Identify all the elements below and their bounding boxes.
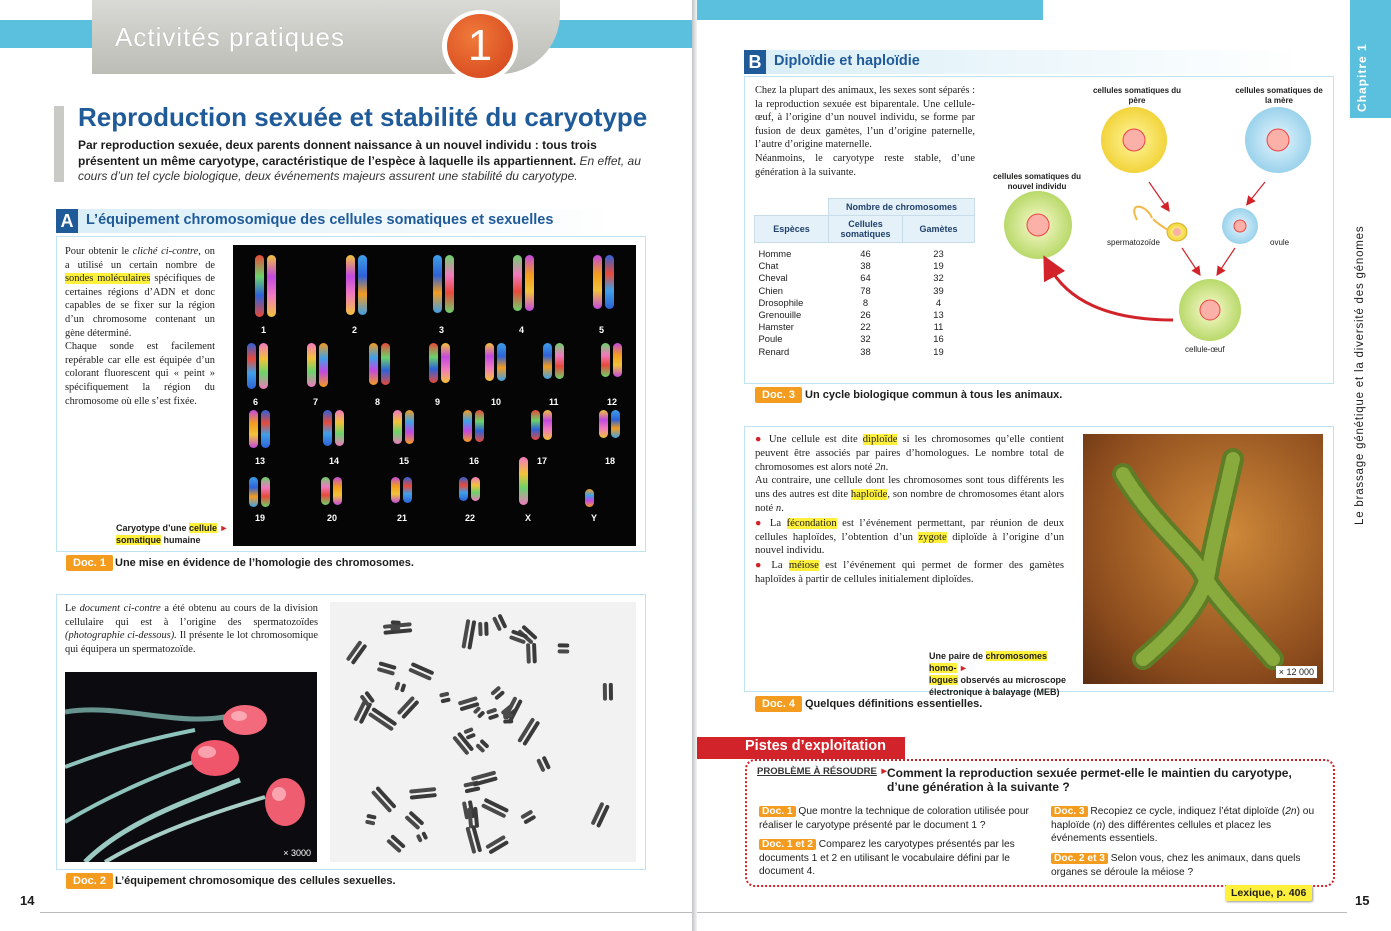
doc2-label: Doc. 2 (66, 873, 113, 889)
chromosome-label: 7 (313, 397, 319, 407)
label-mother: cellules somatiques de la mère (1235, 86, 1323, 105)
chromosome-label: 10 (491, 397, 502, 407)
chromosome (613, 343, 622, 377)
chromosome-label: 4 (519, 325, 525, 335)
right-page (697, 0, 1391, 931)
label-ovum: ovule (1270, 238, 1290, 247)
metaphase-chromosome (416, 831, 429, 843)
metaphase-chromosome (465, 825, 482, 854)
chromosome (319, 343, 328, 387)
chromosome (497, 343, 506, 381)
doc1-photo-caption: Caryotype d’une cellule ► somatique humaine (116, 523, 229, 545)
metaphase-chromosome (475, 739, 490, 754)
table-cell: 38 (860, 260, 871, 272)
table-cell: 19 (933, 345, 944, 357)
chromosome (249, 410, 258, 448)
chapter-side-title: Le brassage génétique et la diversité des génomes (1354, 225, 1366, 525)
table-cell: 4 (935, 296, 942, 308)
table-cell: 19 (933, 260, 944, 272)
table-row (755, 321, 975, 333)
col-species: Espèces (755, 216, 829, 243)
chromosome (267, 255, 276, 317)
page-number-right: 15 (1355, 893, 1370, 908)
chromosome-label: 13 (255, 456, 266, 466)
chromosome (249, 477, 258, 507)
table-cell: 22 (860, 321, 871, 333)
section-a-title: L’équipement chromosomique des cellules somatiques et sexuelles (86, 212, 554, 228)
chromosome-label: 21 (397, 513, 408, 523)
chromosome (335, 410, 344, 446)
metaphase-chromosome (461, 619, 476, 650)
table-row (755, 297, 975, 309)
chromosome (261, 410, 270, 448)
metaphase-chromosome (463, 727, 476, 740)
karyotype-image (233, 245, 636, 546)
chromosome-label: 20 (327, 513, 338, 523)
doc1-text: Pour obtenir le cliché ci-contre, on a utilisé un certain nombre de sondes moléculaires spécifiques de certaines régions d’ADN et donc capables de se fixer sur la région d’un chromosome contenant un gène déterminé. Chaque sonde est facilement repérable car elle est équipée d’un colorant fluorescent qui « peint » spécifiquement la région du chromosome où elle s’est fixée. (65, 246, 216, 407)
metaphase-chromosome (386, 834, 406, 853)
table-cell: Hamster (758, 321, 794, 333)
title-bar (54, 106, 64, 182)
table-cell: Drosophile (758, 296, 804, 308)
problem-text: Comment la reproduction sexuée permet-elle le maintien du caryotype, d’une génération à la suivante ? (887, 766, 1292, 794)
metaphase-chromosome (404, 810, 424, 830)
metaphase-chromosome (492, 614, 508, 632)
intro-text: Par reproduction sexuée, deux parents donnent naissance à un nouvel individu : tous trois présentent un même caryotype, caractéristique de l’espèce à laquelle ils appartiennent. En effet, au cours d’un tel cycle biologique, deux événements majeurs assurent une stabilité du caryotype. (78, 138, 641, 183)
table-cell: 38 (860, 345, 871, 357)
metaphase-chromosome (353, 699, 372, 724)
spermatozoa-photo (65, 672, 317, 862)
chromosome (247, 343, 256, 389)
chromosome (525, 255, 534, 311)
chromosome (346, 255, 355, 315)
chromosome (445, 255, 454, 313)
chromosome-label: 16 (469, 456, 480, 466)
label-egg: cellule-œuf (1185, 345, 1225, 354)
chromosome-label: Y (591, 513, 598, 523)
chromosome (255, 255, 264, 317)
doc3-title: Un cycle biologique commun à tous les animaux. (805, 389, 1063, 401)
chromosome (543, 343, 552, 379)
metaphase-chromosome (346, 640, 368, 665)
table-row (755, 346, 975, 358)
chromosome-label: 6 (253, 397, 259, 407)
doc2-text: Le document ci-contre a été obtenu au cours de la division cellulaire qui est à l’origine des spermatozoïdes (photographie ci-dessous). Il présente le lot chromosomique qui équipera un spermatozoïde. (65, 603, 318, 655)
metaphase-chromosome (526, 643, 537, 664)
chromosome (393, 410, 402, 444)
table-cell: 8 (862, 296, 869, 308)
chromosome-label: 12 (607, 397, 618, 407)
metaphase-chromosome (478, 622, 489, 637)
left-page (0, 0, 692, 931)
table-cell: Poule (758, 333, 783, 345)
table-row (755, 260, 975, 272)
pistes-title: Pistes d’exploitation (697, 737, 905, 759)
chromosome (333, 477, 342, 505)
chromosome (611, 410, 620, 438)
doc4-photo-caption: Une paire de chromosomes homo- ► logues observés au microscope électronique à balayage (MEB) (929, 651, 1067, 697)
table-row (755, 272, 975, 284)
metaphase-chromosome (473, 706, 486, 719)
question-4: Doc. 2 et 3 Selon vous, chez les animaux, dans quels organes se déroule la méiose ? (1051, 853, 1301, 878)
question-1: Doc. 1 Que montre la technique de coloration utilisée pour réaliser le caryotype présenté par le document 1 ? (759, 806, 1029, 831)
metaphase-chromosome (536, 756, 551, 773)
doc3-text: Chez la plupart des animaux, les sexes sont séparés : la reproduction sexuée est biparentale. Une cellule-œuf, à l’origine d’un nouvel individu, se forme par fusion de deux gamètes, l’un d’origine paternelle, l’autre d’origine maternelle. Néanmoins, le caryotype reste stable, d’une génération à la suivante. (755, 85, 975, 178)
chromosome (531, 410, 540, 440)
table-cell: 11 (933, 321, 944, 333)
metaphase-chromosome (509, 629, 528, 644)
chromosome (593, 255, 602, 309)
chromosome-label: 3 (439, 325, 445, 335)
metaphase-spread-photo (330, 602, 636, 862)
metaphase-chromosome (377, 661, 397, 676)
section-a-letter: A (56, 209, 78, 233)
metaphase-chromosome (490, 685, 505, 700)
chromosome (429, 343, 438, 383)
table-cell: 39 (933, 284, 944, 296)
metaphase-chromosome (485, 835, 509, 855)
table-row (755, 285, 975, 297)
chromosome (459, 477, 468, 501)
table-row (755, 243, 975, 261)
col-gametes: Gamètes (903, 216, 975, 243)
chromosome-label: 1 (261, 325, 267, 335)
cycle-diagram (987, 80, 1332, 370)
chromosome (513, 255, 522, 311)
table-cell: Grenouille (758, 309, 802, 321)
problem-label: PROBLÈME À RÉSOUDRE ► (757, 766, 889, 777)
chromosome (259, 343, 268, 389)
metaphase-chromosome (394, 681, 406, 692)
chromosome (358, 255, 367, 315)
chromosome-label: 2 (352, 325, 358, 335)
metaphase-chromosome (481, 798, 509, 819)
footer-rule-right (697, 912, 1347, 913)
chromosome-label: 14 (329, 456, 340, 466)
chromosome (471, 477, 480, 501)
metaphase-chromosome (471, 770, 498, 786)
page-number-left: 14 (20, 893, 35, 908)
table-cell: 13 (933, 309, 944, 321)
main-title: Reproduction sexuée et stabilité du caryotype (78, 102, 648, 132)
doc4-label: Doc. 4 (755, 696, 802, 712)
table-cell: 46 (860, 248, 871, 259)
metaphase-chromosome (365, 814, 377, 826)
metaphase-chromosome (591, 802, 610, 828)
col-somatic: Cellules somatiques (829, 216, 903, 243)
chromosome-label: 5 (599, 325, 605, 335)
chromosome (599, 410, 608, 438)
header-title: Activités pratiques (115, 22, 345, 52)
chromosome-label: 18 (605, 456, 616, 466)
species-table (754, 198, 975, 358)
metaphase-chromosome (517, 717, 540, 746)
metaphase-chromosome (371, 786, 397, 813)
doc4-title: Quelques définitions essentielles. (805, 698, 983, 710)
table-cell: 23 (933, 248, 944, 259)
metaphase-chromosome (558, 643, 570, 653)
question-2: Doc. 1 et 2 Comparez les caryotypes présentés par les documents 1 et 2 en utilisant le vocabulaire défini par le document 4. (759, 839, 1015, 878)
chromosome (323, 410, 332, 446)
chromosome (485, 343, 494, 381)
label-child: cellules somatiques du nouvel individu (992, 172, 1082, 191)
table-cell: 32 (933, 272, 944, 284)
metaphase-chromosome (397, 696, 420, 720)
chromosome (307, 343, 316, 387)
chromosome (585, 489, 594, 507)
table-cell: 64 (860, 272, 871, 284)
doc1-label: Doc. 1 (66, 555, 113, 571)
chromosome (441, 343, 450, 383)
chromosome (601, 343, 610, 377)
chromosome (543, 410, 552, 440)
doc2-magnification: × 3000 (283, 848, 311, 858)
doc4-magnification: × 12 000 (1276, 666, 1317, 678)
table-row (755, 309, 975, 321)
table-cell: 78 (860, 284, 871, 296)
chromosome (403, 477, 412, 503)
metaphase-chromosome (603, 683, 613, 701)
table-cell: 26 (860, 309, 871, 321)
table-group-header: Nombre de chromosomes (829, 199, 975, 216)
table-cell: Renard (758, 345, 790, 357)
chromosome-label: X (525, 513, 532, 523)
chromosome (433, 255, 442, 313)
doc1-title: Une mise en évidence de l’homologie des chromosomes. (115, 557, 414, 569)
footer-rule-left (40, 912, 692, 913)
lexique-link[interactable]: Lexique, p. 406 (1225, 885, 1312, 901)
question-3: Doc. 3 Recopiez ce cycle, indiquez l’état diploïde (2n) ou haploïde (n) des différentes cellules et placez les événements essentiels. (1051, 806, 1315, 845)
chromosome (475, 410, 484, 442)
chromosome-label: 17 (537, 456, 548, 466)
table-cell: Chat (758, 260, 779, 272)
table-cell: Chien (758, 284, 783, 296)
chromosome-label: 8 (375, 397, 381, 407)
chromosome (463, 410, 472, 442)
header-band-right (697, 0, 1043, 20)
doc3-label: Doc. 3 (755, 387, 802, 403)
chromosome (391, 477, 400, 503)
homologous-chromosomes-photo (1083, 434, 1323, 684)
chromosome (321, 477, 330, 505)
chromosome-label: 11 (549, 397, 559, 407)
chapter-number: 1 (447, 14, 513, 78)
section-b-letter: B (744, 50, 766, 74)
metaphase-chromosome (408, 662, 434, 681)
chromosome (519, 457, 528, 505)
chromosome-label: 9 (435, 397, 441, 407)
table-cell: 32 (860, 333, 871, 345)
metaphase-chromosome (439, 692, 451, 704)
doc4-definitions: ● Une cellule est dite diploïde si les chromosomes qu’elle contient peuvent être associés par paires d’homologues. Le nombre total de chromosomes est alors noté 2n. Au contraire, une cellule dont les chromosomes sont tous différents les uns des autres est dite haploïde, son nombre de chromosomes étant alors noté n. ● La fécondation est l’événement permettant, par réunion de deux cellules haploïdes, l’obtention d’un zygote diploïde à l’origine d’un nouvel individu. ● La méiose est l’événement qui permet de former des gamètes haploïdes à partir de cellules initialement diploïdes. (755, 434, 1065, 585)
table-cell: Homme (758, 248, 792, 259)
chromosome (381, 343, 390, 385)
chromosome-label: 19 (255, 513, 266, 523)
chromosome (369, 343, 378, 385)
table-row (755, 333, 975, 345)
label-father: cellules somatiques du père (1092, 86, 1182, 105)
metaphase-chromosome (409, 787, 437, 800)
section-b-title: Diploïdie et haploïdie (774, 53, 920, 69)
chromosome (555, 343, 564, 379)
chromosome (261, 477, 270, 507)
chromosome (405, 410, 414, 444)
table-cell: Cheval (758, 272, 788, 284)
metaphase-chromosome (368, 707, 398, 732)
chromosome-label: 15 (399, 456, 410, 466)
chapter-tab-label: Chapitre 1 (1355, 43, 1369, 112)
table-cell: 16 (933, 333, 944, 345)
chromosome (605, 255, 614, 309)
doc2-title: L’équipement chromosomique des cellules sexuelles. (115, 875, 396, 887)
metaphase-chromosome (486, 708, 499, 721)
chromosome-label: 22 (465, 513, 476, 523)
metaphase-chromosome (520, 809, 536, 824)
label-sperm: spermatozoïde (1107, 238, 1160, 247)
